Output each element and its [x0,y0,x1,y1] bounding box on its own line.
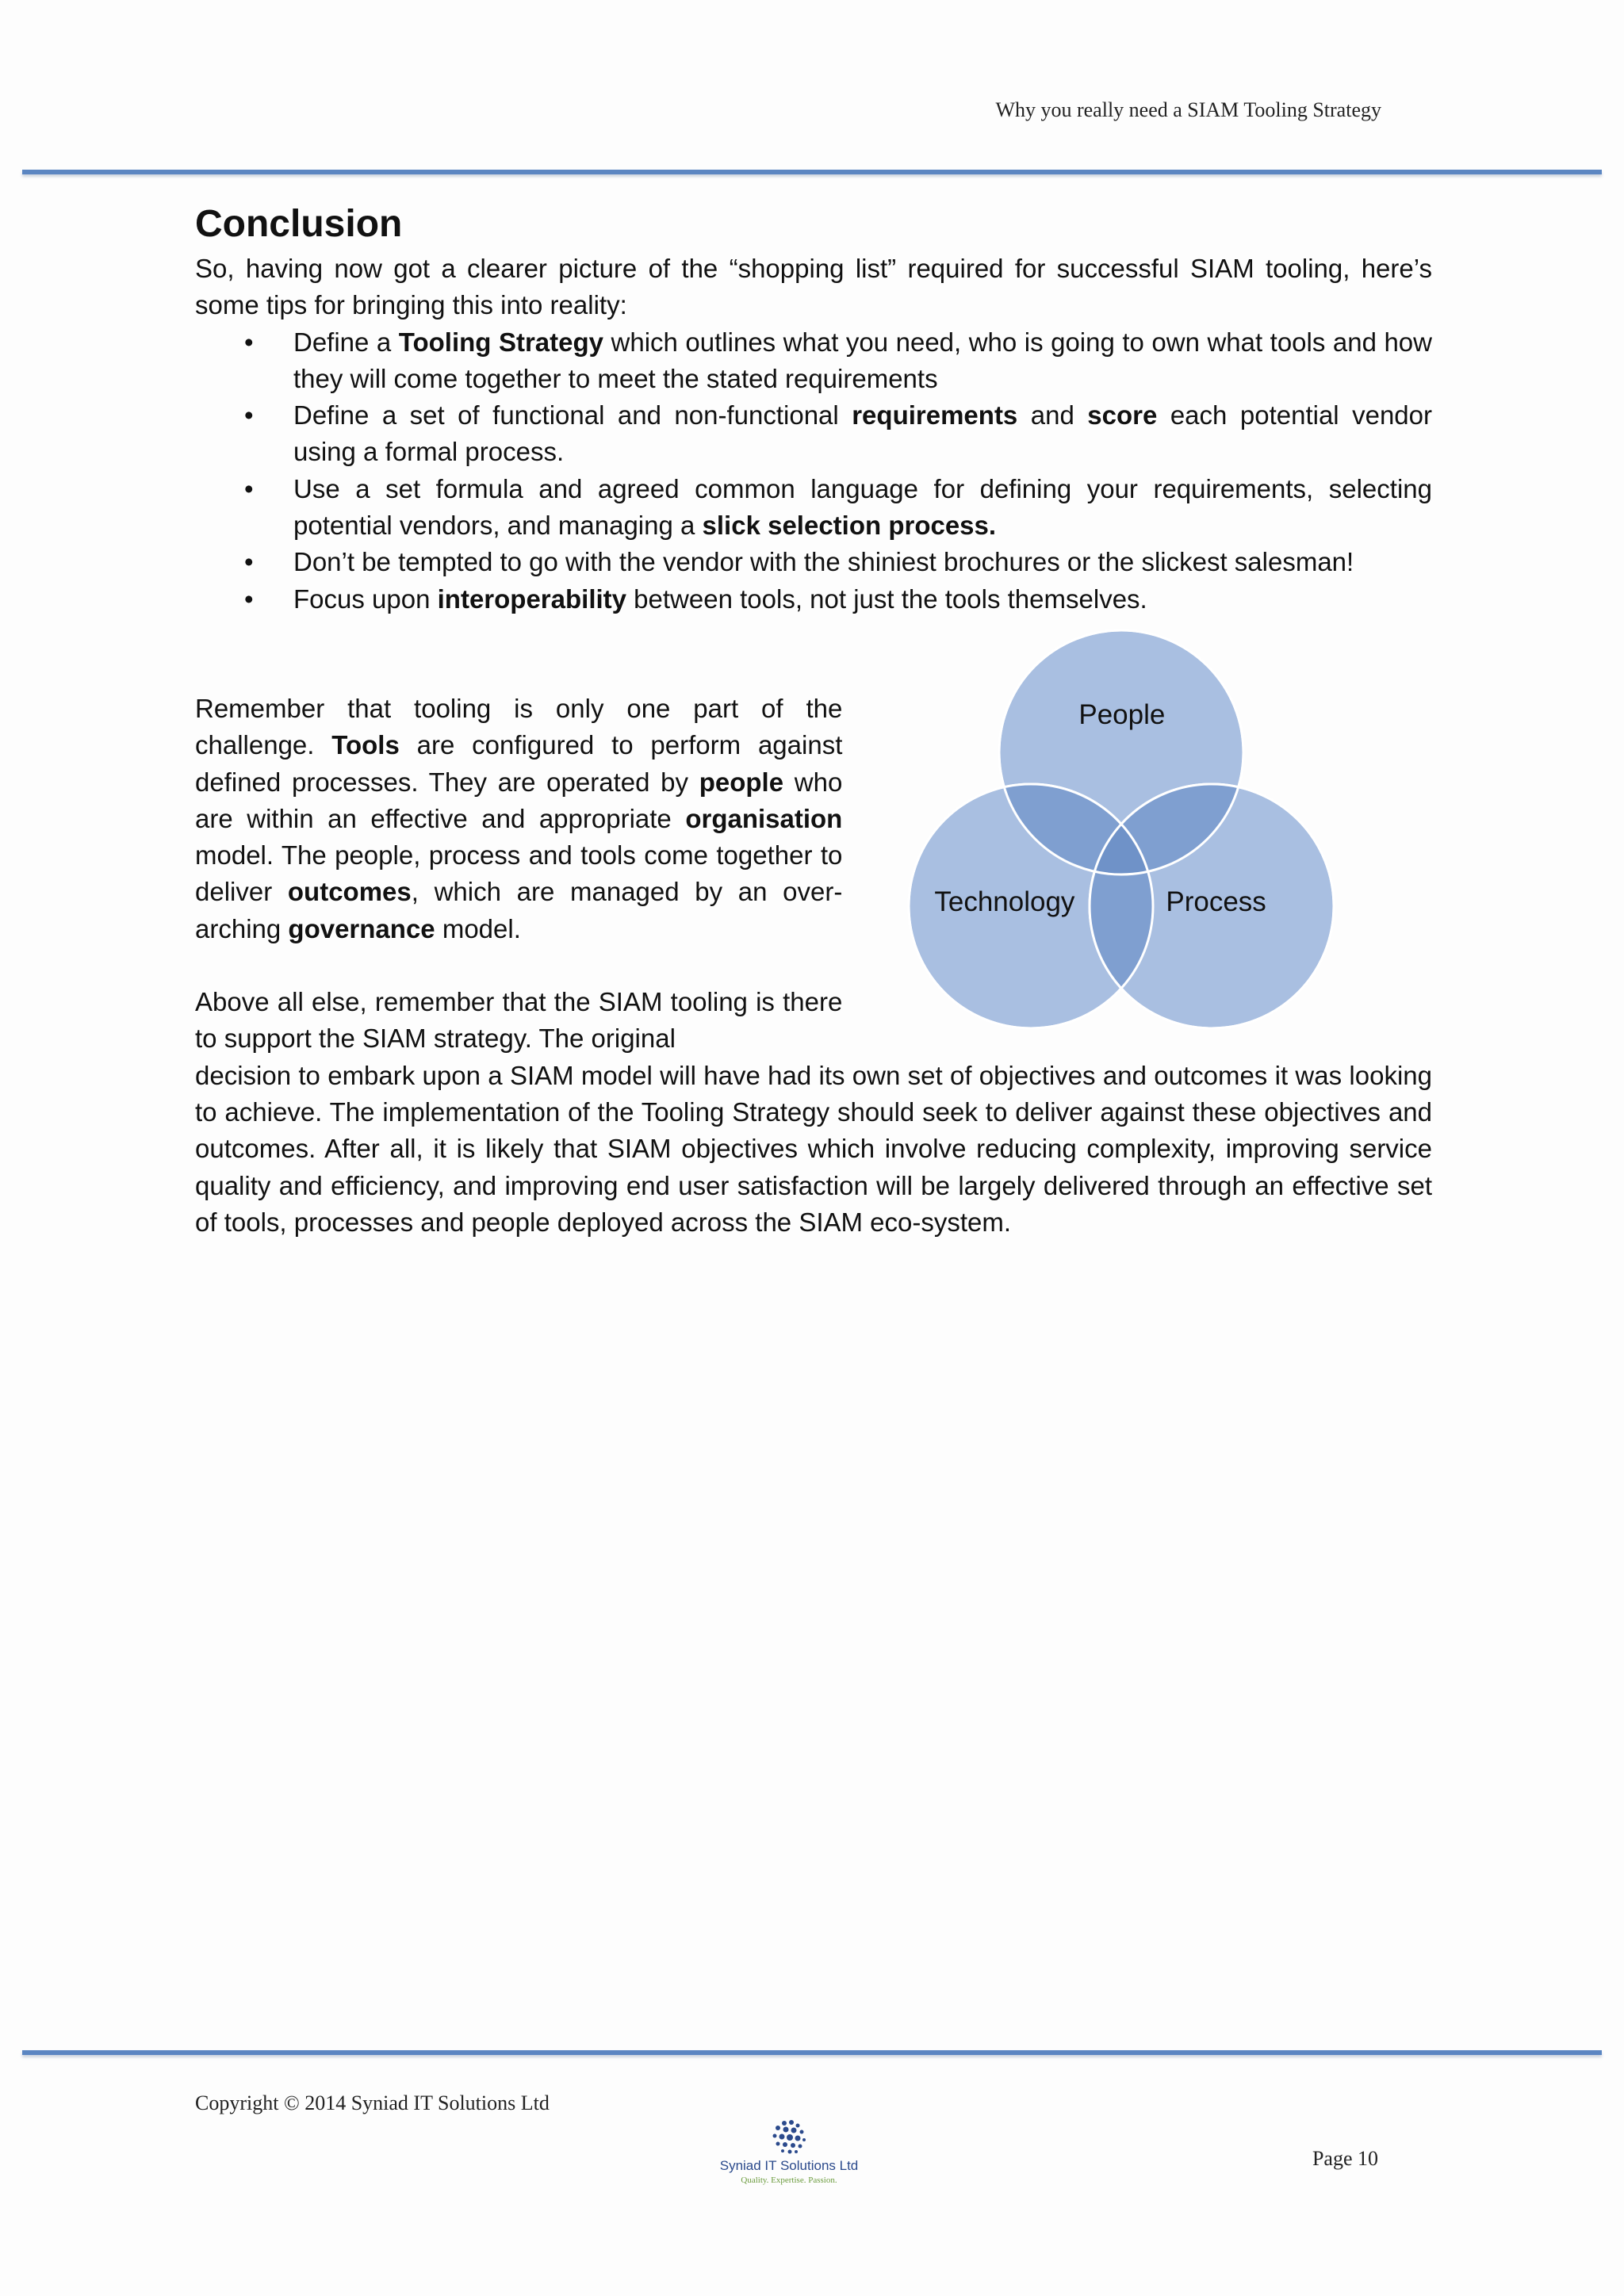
list-item: • Focus upon interoperability between tools, not just the tools themselves. [195,581,1432,618]
remember-section [195,654,1432,1058]
venn-label-process: Process [1166,886,1266,917]
list-item: • Use a set formula and agreed common language for defining your requirements, selecting potential vendors, and managing a slick selection process. [195,471,1432,545]
venn-label-technology: Technology [934,886,1075,917]
section-heading: Conclusion [195,203,403,245]
bullet-icon: • [244,400,254,430]
bullet-icon: • [244,327,254,357]
venn-graphic [871,629,1438,1041]
running-header-title: Why you really need a SIAM Tooling Strategy [995,98,1381,121]
list-item: • Don’t be tempted to go with the vendor with the shiniest brochures or the slickest salesman! [195,544,1432,580]
remember-paragraphs [195,654,842,1058]
remember-paragraph: Remember that tooling is only one part of the challenge. Tools are configured to perform against defined processes. They are operated by people who are within an effective and appropriate organisation model. The people, process and tools come together to deliver outcomes, which are managed by an over-arching governance model. [195,693,843,943]
venn-label-people: People [1078,698,1166,730]
list-item: • Define a set of functional and non-functional requirements and score each potential vendor using a formal process. [195,397,1432,471]
company-logo [706,2118,872,2185]
header-rule [22,170,1602,174]
bullet-icon: • [244,584,254,614]
list-item: • Define a Tooling Strategy which outlines what you need, who is going to own what tools and how they will come together to meet the stated requirements [195,324,1432,398]
bullet-icon: • [244,473,254,503]
venn-diagram [871,629,1432,1041]
logo-globe-icon [767,2118,811,2156]
above-all-paragraph-rest: decision to embark upon a SIAM model will have had its own set of objectives and outcomes it was looking to achieve. The implementation of the Tooling Strategy should seek to deliver against these objectives and outcomes. After all, it is likely that SIAM objectives which involve reducing complexity, improving service quality and efficiency, and improving end user satisfaction will be largely delivered through an effective set of tools, processes and people deployed across the SIAM eco-system. [195,1060,1432,1237]
page-content [195,198,1432,1241]
tips-list [195,324,1432,618]
logo-company-name: Syniad IT Solutions Ltd [719,2158,859,2173]
footer-rule [22,2050,1602,2055]
intro-paragraph: So, having now got a clearer picture of the “shopping list” required for successful SIAM tooling, here’s some tips for bringing this into reality: [195,254,1432,320]
logo-tagline: Quality. Expertise. Passion. [741,2175,837,2185]
bullet-icon: • [244,547,254,577]
above-all-paragraph-start: Above all else, remember that the SIAM tooling is there to support the SIAM strategy. The original [195,987,843,1054]
copyright-notice: Copyright © 2014 Syniad IT Solutions Ltd [195,2091,550,2114]
page-number: Page 10 [1312,2147,1378,2170]
